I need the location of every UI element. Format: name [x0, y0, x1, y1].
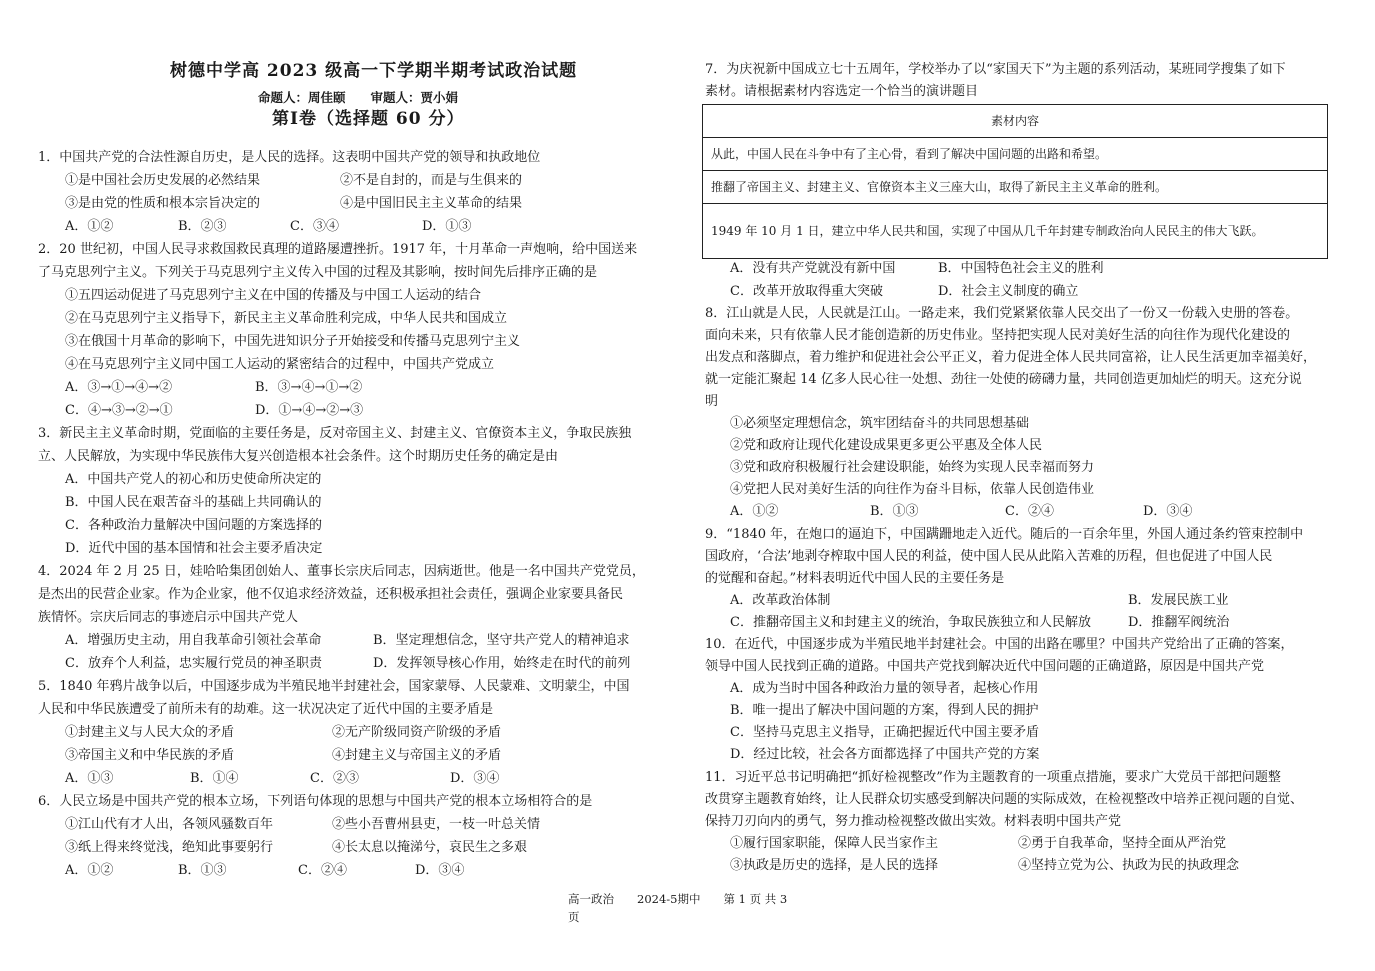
- q4-stem-line-2: 是杰出的民营企业家。作为企业家，他不仅追求经济效益，还积极承担社会责任，强调企业家要具备民: [38, 587, 624, 602]
- q5-statement-3: ③帝国主义和中华民族的矛盾: [65, 748, 235, 763]
- q4-stem-line-3: 族情怀。宗庆后同志的事迹启示中国共产党人: [38, 610, 299, 625]
- q5-stem-line-1: 5．1840 年鸦片战争以后，中国逐步成为半殖民地半封建社会，国家蒙辱、人民蒙难、文明蒙尘，中国: [38, 679, 630, 694]
- q3-option-a: A．中国共产党人的初心和历史使命所决定的: [65, 472, 322, 487]
- q8-stem-line-1: 8．江山就是人民，人民就是江山。一路走来，我们党紧紧依靠人民交出了一份又一份载入史册的答卷。: [705, 306, 1299, 321]
- q8-statement-2: ②党和政府让现代化建设成果更多更公平惠及全体人民: [730, 438, 1043, 453]
- q1-option-d: D．①③: [422, 219, 472, 234]
- q4-option-a: A．增强历史主动，用自我革命引领社会革命: [65, 633, 322, 648]
- q1-option-b: B．②③: [178, 219, 227, 234]
- q6-option-a: A．①②: [65, 863, 114, 878]
- material-row-3: 1949 年 10 月 1 日，建立中华人民共和国，实现了中国从几千年封建专制政治向人民民主的伟大飞跃。: [703, 204, 1328, 259]
- q4-option-c: C．放弃个人利益，忠实履行党员的神圣职责: [65, 656, 322, 671]
- q10-option-b: B．唯一提出了解决中国问题的方案，得到人民的拥护: [730, 703, 1039, 718]
- exam-title: 树德中学高 2023 级高一下学期半期考试政治试题: [170, 61, 578, 81]
- q2-option-d: D．①→④→②→③: [255, 403, 364, 418]
- q9-option-d: D．推翻军阀统治: [1128, 615, 1230, 630]
- q5-statement-2: ②无产阶级同资产阶级的矛盾: [332, 725, 502, 740]
- section-heading: 第Ⅰ卷（选择题 60 分）: [272, 109, 465, 129]
- q11-statement-2: ②勇于自我革命，坚持全面从严治党: [1018, 836, 1227, 851]
- q4-option-b: B．坚定理想信念，坚守共产党人的精神追求: [373, 633, 630, 648]
- page-footer-continued: 页: [568, 910, 580, 924]
- q9-option-b: B．发展民族工业: [1128, 593, 1229, 608]
- q2-statement-3: ③在俄国十月革命的影响下，中国先进知识分子开始接受和传播马克思列宁主义: [65, 334, 521, 349]
- q8-stem-line-5: 明: [705, 394, 719, 409]
- q2-stem-line-1: 2．20 世纪初，中国人民寻求救国救民真理的道路屡遭挫折。1917 年，十月革命一声炮响，给中国送来: [38, 242, 638, 257]
- q5-option-c: C．②③: [310, 771, 359, 786]
- q6-statement-2: ②些小吾曹州县吏，一枝一叶总关情: [332, 817, 541, 832]
- q9-stem-line-2: 国政府，‘合法’地剥夺榨取中国人民的利益，使中国人民从此陷入苦难的历程，但也促进了中国人民: [705, 549, 1273, 564]
- q8-option-b: B．①③: [870, 504, 919, 519]
- material-table: [702, 104, 1328, 259]
- q1-statement-2: ②不是自封的，而是与生俱来的: [340, 173, 523, 188]
- q11-statement-4: ④坚持立党为公、执政为民的执政理念: [1018, 858, 1240, 873]
- q5-option-d: D．③④: [450, 771, 500, 786]
- q9-option-a: A．改革政治体制: [730, 593, 831, 608]
- q7-option-d: D．社会主义制度的确立: [938, 284, 1079, 299]
- q6-option-d: D．③④: [415, 863, 465, 878]
- q7-stem-line-1: 7．为庆祝新中国成立七十五周年，学校举办了以“家国天下”为主题的系列活动，某班同学搜集了如下: [705, 62, 1286, 77]
- q2-statement-2: ②在马克思列宁主义指导下，新民主主义革命胜利完成，中华人民共和国成立: [65, 311, 508, 326]
- q7-option-b: B．中国特色社会主义的胜利: [938, 261, 1104, 276]
- q3-option-c: C．各种政治力量解决中国问题的方案选择的: [65, 518, 322, 533]
- q8-stem-line-3: 出发点和落脚点，着力维护和促进社会公平正义，着力促进全体人民共同富裕，让人民生活更加幸福美好，: [705, 350, 1317, 365]
- q7-stem-line-2: 素材。请根据素材内容选定一个恰当的演讲题目: [705, 84, 979, 99]
- q1-statement-1: ①是中国社会历史发展的必然结果: [65, 173, 261, 188]
- q6-option-c: C．②④: [298, 863, 347, 878]
- q6-statement-1: ①江山代有才人出，各领风骚数百年: [65, 817, 274, 832]
- q8-option-d: D．③④: [1143, 504, 1193, 519]
- q3-option-d: D．近代中国的基本国情和社会主要矛盾决定: [65, 541, 323, 556]
- q1-statement-3: ③是由党的性质和根本宗旨决定的: [65, 196, 261, 211]
- q11-statement-1: ①履行国家职能，保障人民当家作主: [730, 836, 939, 851]
- q10-option-c: C．坚持马克思主义指导，正确把握近代中国主要矛盾: [730, 725, 1039, 740]
- q2-option-c: C．④→③→②→①: [65, 403, 173, 418]
- q5-stem-line-2: 人民和中华民族遭受了前所未有的劫难。这一状况决定了近代中国的主要矛盾是: [38, 702, 494, 717]
- q8-statement-4: ④党把人民对美好生活的向往作为奋斗目标，依靠人民创造伟业: [730, 482, 1095, 497]
- q8-option-a: A．①②: [730, 504, 779, 519]
- q6-stem: 6．人民立场是中国共产党的根本立场，下列语句体现的思想与中国共产党的根本立场相符合的是: [38, 794, 593, 809]
- q4-option-d: D．发挥领导核心作用，始终走在时代的前列: [373, 656, 631, 671]
- q8-statement-3: ③党和政府积极履行社会建设职能，始终为实现人民幸福而努力: [730, 460, 1095, 475]
- q11-statement-3: ③执政是历史的选择，是人民的选择: [730, 858, 939, 873]
- page-footer: 高一政治 2024-5期中 第 1 页 共 3: [568, 892, 788, 906]
- q1-option-c: C．③④: [290, 219, 339, 234]
- material-row-1: 从此，中国人民在斗争中有了主心骨，看到了解决中国问题的出路和希望。: [703, 138, 1328, 171]
- q6-option-b: B．①③: [178, 863, 227, 878]
- q9-option-c: C．推翻帝国主义和封建主义的统治，争取民族独立和人民解放: [730, 615, 1091, 630]
- q9-stem-line-3: 的觉醒和奋起。”材料表明近代中国人民的主要任务是: [705, 571, 1005, 586]
- q3-stem-line-1: 3．新民主主义革命时期，党面临的主要任务是，反对帝国主义、封建主义、官僚资本主义，争取民族独: [38, 426, 632, 441]
- q4-stem-line-1: 4．2024 年 2 月 25 日，娃哈哈集团创始人、董事长宗庆后同志，因病逝世。他是一名中国共产党党员，: [38, 564, 645, 579]
- q8-statement-1: ①必须坚定理想信念，筑牢团结奋斗的共同思想基础: [730, 416, 1030, 431]
- q3-stem-line-2: 立、人民解放，为实现中华民族伟大复兴创造根本社会条件。这个时期历史任务的确定是由: [38, 449, 559, 464]
- q5-option-a: A．①③: [65, 771, 114, 786]
- q2-statement-4: ④在马克思列宁主义同中国工人运动的紧密结合的过程中，中国共产党成立: [65, 357, 495, 372]
- q10-stem-line-2: 领导中国人民找到正确的道路。中国共产党找到解决近代中国问题的正确道路，原因是中国共产党: [705, 659, 1265, 674]
- q6-statement-4: ④长太息以掩涕兮，哀民生之多艰: [332, 840, 528, 855]
- material-table-header: 素材内容: [703, 105, 1328, 138]
- q11-stem-line-2: 改贯穿主题教育始终，让人民群众切实感受到解决问题的实际成效，在检视整改中培养正视问题的自觉、: [705, 792, 1304, 807]
- q10-option-a: A．成为当时中国各种政治力量的领导者，起核心作用: [730, 681, 1039, 696]
- q11-stem-line-1: 11．习近平总书记明确把“抓好检视整改”作为主题教育的一项重点措施，要求广大党员干部把问题整: [705, 770, 1281, 785]
- q2-option-a: A．③→①→④→②: [65, 380, 173, 395]
- material-row-2: 推翻了帝国主义、封建主义、官僚资本主义三座大山，取得了新民主主义革命的胜利。: [703, 171, 1328, 204]
- q2-statement-1: ①五四运动促进了马克思列宁主义在中国的传播及与中国工人运动的结合: [65, 288, 482, 303]
- q2-option-b: B．③→④→①→②: [255, 380, 363, 395]
- q5-statement-4: ④封建主义与帝国主义的矛盾: [332, 748, 502, 763]
- q11-stem-line-3: 保持刀刃向内的勇气，努力推动检视整改做出实效。材料表明中国共产党: [705, 814, 1122, 829]
- q1-option-a: A．①②: [65, 219, 114, 234]
- q5-statement-1: ①封建主义与人民大众的矛盾: [65, 725, 235, 740]
- q10-option-d: D．经过比较，社会各方面都选择了中国共产党的方案: [730, 747, 1040, 762]
- q1-stem: 1．中国共产党的合法性源自历史，是人民的选择。这表明中国共产党的领导和执政地位: [38, 150, 541, 165]
- q1-statement-4: ④是中国旧民主主义革命的结果: [340, 196, 523, 211]
- q7-option-c: C．改革开放取得重大突破: [730, 284, 883, 299]
- q8-option-c: C．②④: [1005, 504, 1054, 519]
- q5-option-b: B．①④: [190, 771, 239, 786]
- q8-stem-line-4: 就一定能汇聚起 14 亿多人民心往一处想、劲往一处使的磅礴力量，共同创造更加灿烂的明天。这充分说: [705, 372, 1302, 387]
- q8-stem-line-2: 面向未来，只有依靠人民才能创造新的历史伟业。坚持把实现人民对美好生活的向往作为现代化建设的: [705, 328, 1291, 343]
- q7-option-a: A．没有共产党就没有新中国: [730, 261, 896, 276]
- q10-stem-line-1: 10．在近代，中国逐步成为半殖民地半封建社会。中国的出路在哪里？中国共产党给出了正确的答案，: [705, 637, 1294, 652]
- q2-stem-line-2: 了马克思列宁主义。下列关于马克思列宁主义传入中国的过程及其影响，按时间先后排序正确的是: [38, 265, 598, 280]
- q9-stem-line-1: 9．“1840 年，在炮口的逼迫下，中国蹒跚地走入近代。随后的一百余年里，外国人通过条约管束控制中: [705, 527, 1304, 542]
- q6-statement-3: ③纸上得来终觉浅，绝知此事要躬行: [65, 840, 274, 855]
- exam-authors: 命题人：周佳颐 审题人：贾小娟: [258, 90, 459, 105]
- q3-option-b: B．中国人民在艰苦奋斗的基础上共同确认的: [65, 495, 322, 510]
